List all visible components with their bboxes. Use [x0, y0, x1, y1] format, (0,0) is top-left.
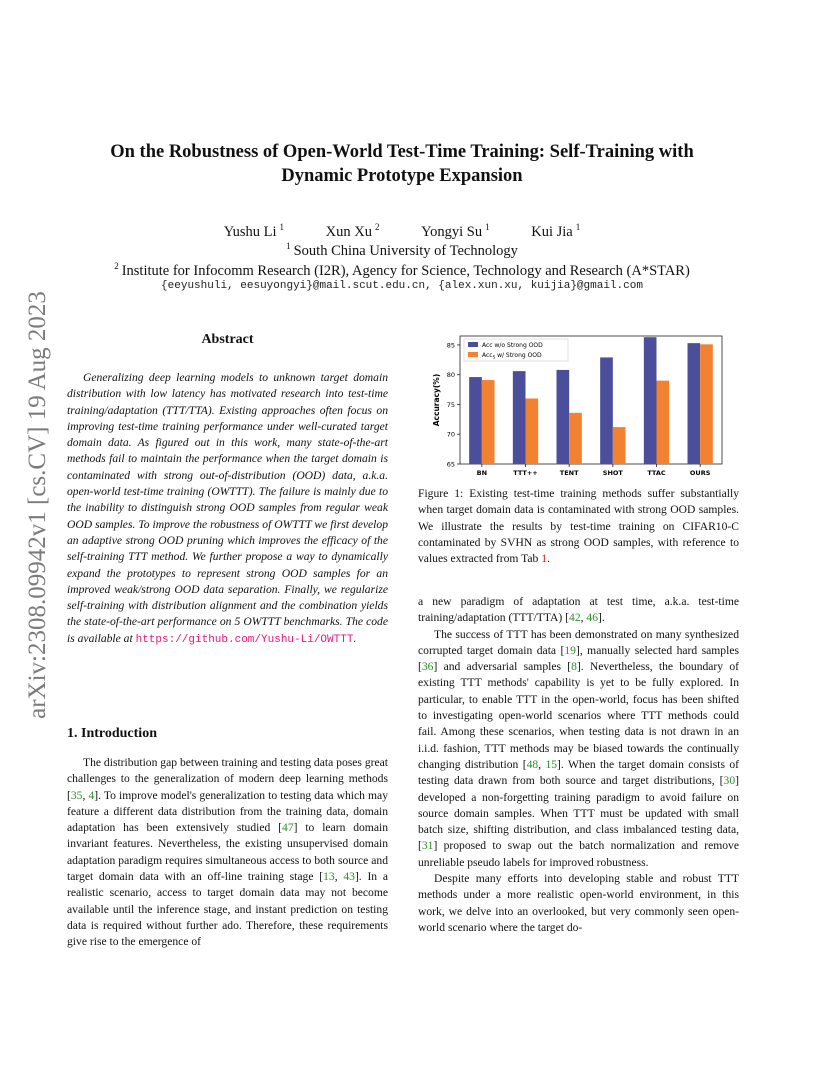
citation-link[interactable]: 42 [569, 611, 581, 625]
bar [657, 381, 670, 464]
figure-1-bar-chart [430, 334, 730, 480]
citation-link[interactable]: 47 [282, 821, 294, 835]
citation-link[interactable]: 8 [571, 660, 577, 674]
x-tick-label: TTAC [647, 469, 666, 477]
author: Xun Xu $^2$ [325, 222, 380, 240]
bar [613, 427, 626, 464]
bar [526, 399, 539, 464]
y-axis-label: Accuracy(%) [432, 373, 441, 427]
legend-label-series-2: Acc$_S$ w/ Strong OOD [482, 352, 542, 360]
affiliation-2: $^2$ Institute for Infocomm Research (I2R), Agency for Science, Technology and Research (A*STAR) [114, 261, 690, 279]
citation-link[interactable]: 35 [70, 788, 83, 802]
bar [513, 371, 526, 464]
y-tick-label: 75 [446, 400, 455, 409]
paper-title [80, 140, 724, 188]
bar-chart-svg [430, 334, 730, 480]
x-tick-label: TTT++ [513, 469, 538, 477]
y-tick-label: 80 [446, 371, 455, 380]
bar [600, 357, 613, 464]
introduction-body-continued [418, 594, 739, 936]
legend-swatch-series-1 [468, 342, 478, 347]
table-reference-link[interactable]: 1 [541, 552, 548, 566]
citation-link[interactable]: 15 [545, 757, 558, 771]
x-tick-label: OURS [689, 469, 711, 477]
bar [644, 337, 657, 464]
author: Kui Jia $^1$ [531, 222, 581, 240]
author: Yongyi Su $^1$ [421, 222, 490, 240]
citation-link[interactable]: 19 [564, 643, 576, 657]
citation-link[interactable]: 13 [323, 870, 335, 884]
y-tick-label: 70 [446, 430, 455, 439]
legend-label-series-1: Acc w/o Strong OOD [482, 342, 543, 349]
bar [569, 413, 582, 464]
paragraph: The distribution gap between training and testing data poses great challenges to the generalization of modern deep learning methods [35, 4]. To improve model's generalization to testing data which may feature a different data distribution from the training data, domain adaptation has been extensively studied [47] to learn domain invariant features. Nevertheless, the existing unsupervised domain adaptation paradigm requires simultaneous access to both source and target domain data with an off-line training stage [13, 43]. In a realistic scenario, access to target domain data may not become available until the inference stage, and instant prediction on testing data is required without further ado. Therefore, these requirements give rise to the emergence of [67, 756, 389, 949]
figure-1-caption: Figure 1: Existing test-time training methods suffer substantially when target domain data is contaminated with strong OOD samples. We illustrate the results by test-time training on CIFAR10-C contaminated by SVHN as strong OOD samples, with reference to values extracted from Tab 1. [418, 487, 739, 566]
chart-legend [464, 339, 568, 361]
code-link[interactable]: https://github.com/Yushu-Li/OWTTT [135, 633, 354, 646]
paragraph: The success of TTT has been demonstrated on many synthesized corrupted target domain data [19], manually selected hard samples [36] and adversarial samples [8]. Nevertheless, the boundary of existing TTT methods' capability is yet to be fully explored. In particular, to enable TTT in the open-world, focus has been shifted to investigating open-world scenarios where TTT methods could fail. Among these scenarios, when testing data is not drawn in an i.i.d. fashion, TTT methods may be biased towards the continually changing distribution [48, 15]. When the target domain consists of testing data drawn from both source and target distributions, [30] developed a non-forgetting training paradigm to avoid failure on source domain samples. When TTT must be updated with small batch size, shifting distribution, and class imbalanced testing data, [31] proposed to swap out the batch normalization and remove unreliable pseudo labels for improved robustness. [418, 627, 740, 869]
citation-link[interactable]: 30 [723, 774, 736, 788]
citation-link[interactable]: 31 [421, 839, 434, 853]
bar [557, 370, 570, 464]
y-tick-label: 65 [446, 460, 455, 469]
title-line-1: On the Robustness of Open-World Test-Time Training: Self-Training with [110, 142, 694, 162]
x-tick-label: SHOT [602, 469, 623, 477]
citation-link[interactable]: 48 [526, 757, 539, 771]
x-tick-label: TENT [559, 469, 579, 477]
author: Yushu Li $^1$ [223, 222, 285, 240]
bar [482, 380, 495, 464]
x-tick-label: BN [476, 469, 488, 477]
arxiv-stamp [22, 280, 54, 730]
bar [469, 377, 482, 464]
legend-swatch-series-2 [468, 352, 478, 357]
arxiv-stamp-text: arXiv:2308.09942v1 [cs.CV] 19 Aug 2023 [24, 291, 51, 719]
y-tick-label: 85 [446, 341, 455, 350]
bar [700, 344, 713, 464]
abstract-heading: Abstract [201, 332, 254, 347]
citation-link[interactable]: 46 [586, 611, 599, 625]
title-line-2: Dynamic Prototype Expansion [281, 166, 523, 186]
introduction-body [67, 755, 388, 951]
bar [688, 343, 701, 464]
paragraph: Despite many efforts into developing stable and robust TTT methods under a more realistic open-world environment, in this work, we delve into an overlooked, but very commonly seen open-world scenario where the target do- [418, 872, 739, 934]
citation-link[interactable]: 43 [343, 870, 355, 884]
section-heading-introduction: 1. Introduction [67, 726, 157, 741]
abstract-body: Generalizing deep learning models to unknown target domain distribution with low latency has motivated research into test-time training/adaptation (TTT/TTA). Existing approaches often focus on improving test-time training performance under well-curated target domain data. As figured out in this work, many state-of-the-art methods fail to maintain the performance when the target domain is contaminated with strong out-of-distribution (OOD) data, a.k.a. open-world test-time training (OWTTT). The failure is mainly due to the inability to distinguish strong OOD samples from regular weak OOD samples. To improve the robustness of OWTTT we first develop an adaptive strong OOD pruning which improves the efficacy of the self-training TTT method. We further propose a way to dynamically expand the prototypes to represent strong OOD samples for an improved weak/strong OOD data separation. Finally, we regularize self-training with distribution alignment and the combination yields the state-of-the-art performance on 5 OWTTT benchmarks. The code is available at https://github.com/Yushu-Li/OWTTT. [67, 371, 388, 646]
paragraph: a new paradigm of adaptation at test time, a.k.a. test-time training/adaptation (TTT/TTA) [42, 46]. [418, 595, 739, 625]
citation-link[interactable]: 4 [88, 788, 95, 802]
affiliation-1: $^1$ South China University of Technology [286, 241, 518, 259]
author-emails: {eeyushuli, eesuyongyi}@mail.scut.edu.cn, {alex.xun.xu, kuijia}@gmail.com [161, 280, 643, 292]
citation-link[interactable]: 36 [421, 660, 434, 674]
